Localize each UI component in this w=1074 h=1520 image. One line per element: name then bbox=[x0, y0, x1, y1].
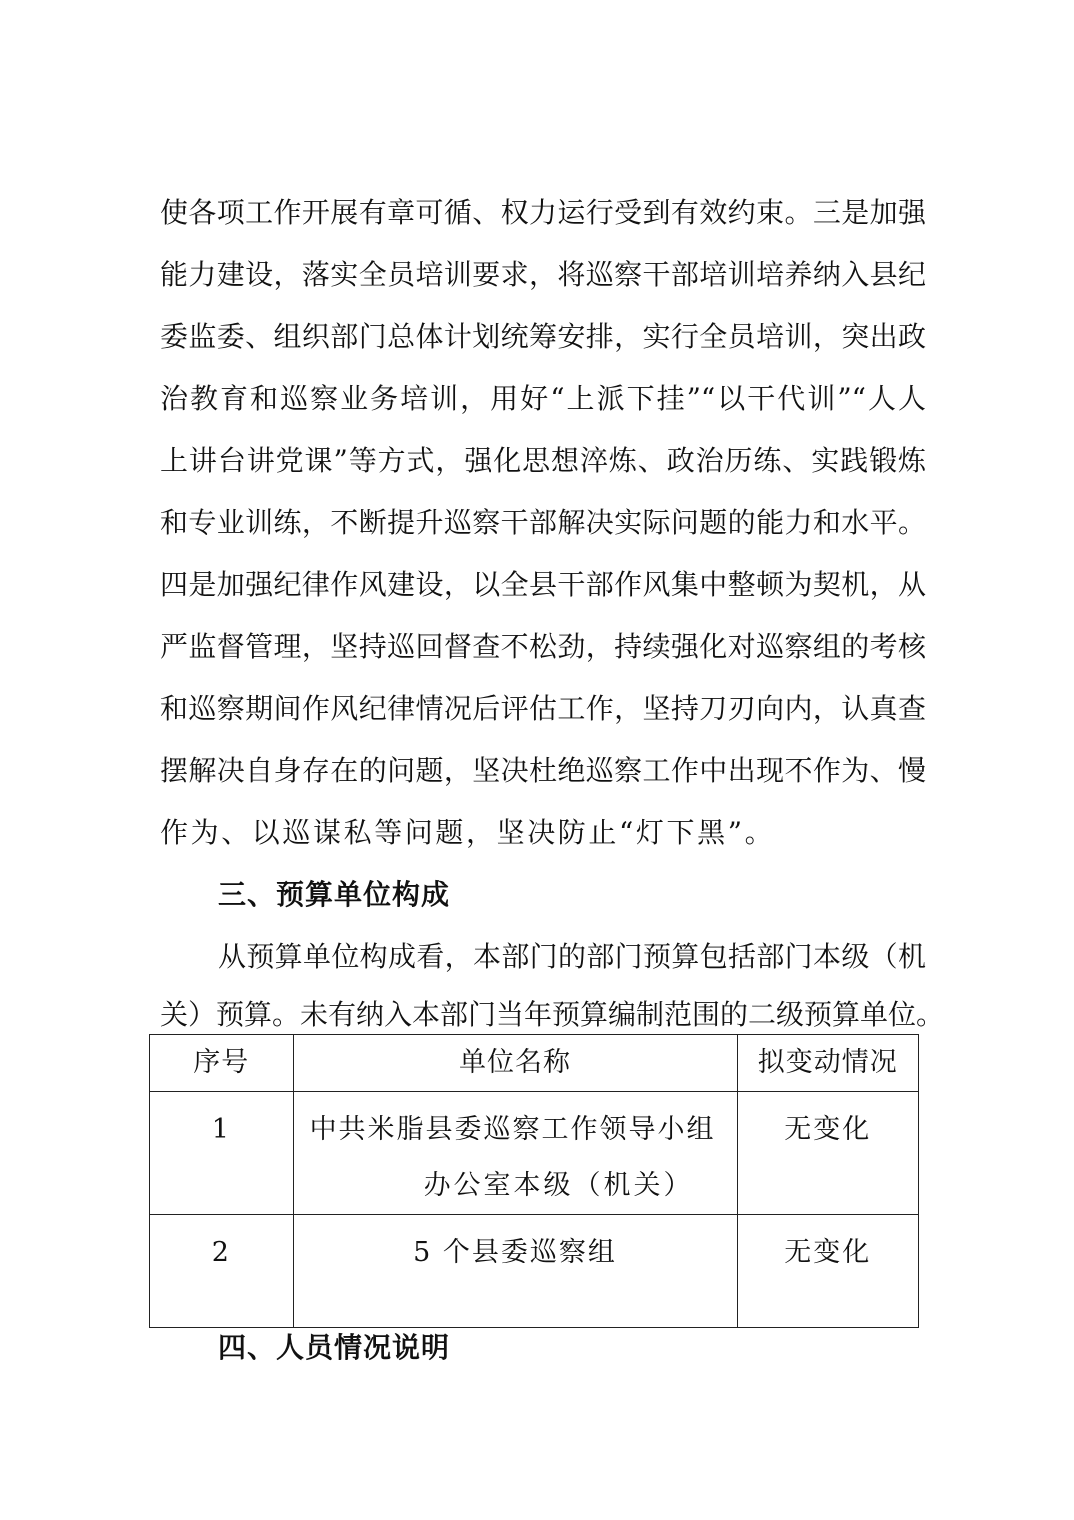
unit-name-line: 办公室本级（机关） bbox=[423, 1170, 694, 1201]
paragraph-line: 严监督管理，坚持巡回督查不松劲，持续强化对巡察组的考核 bbox=[160, 630, 926, 663]
header-change: 拟变动情况 bbox=[737, 1035, 918, 1092]
paragraph-line: 上讲台讲党课”等方式，强化思想淬炼、政治历练、实践锻炼 bbox=[160, 444, 926, 477]
cell-change bbox=[737, 1092, 918, 1215]
change-value: 无变化 bbox=[784, 1237, 872, 1268]
paragraph-line: 治教育和巡察业务培训，用好“上派下挂”“以干代训”“人人 bbox=[160, 382, 926, 415]
paragraph-line: 能力建设，落实全员培训要求，将巡察干部培训培养纳入县纪 bbox=[160, 258, 926, 291]
table-header-row bbox=[150, 1035, 919, 1092]
paragraph-line: 四是加强纪律作风建设，以全县干部作风集中整顿为契机，从 bbox=[160, 568, 926, 601]
cell-unit-name bbox=[293, 1092, 737, 1215]
unit-name-text: 5 个县委巡察组 bbox=[413, 1237, 617, 1268]
section-heading-budget-units: 三、预算单位构成 bbox=[218, 878, 451, 911]
header-unit-name: 单位名称 bbox=[293, 1035, 737, 1092]
paragraph-line: 使各项工作开展有章可循、权力运行受到有效约束。三是加强 bbox=[160, 196, 926, 229]
paragraph-line: 和巡察期间作风纪律情况后评估工作，坚持刀刃向内，认真查 bbox=[160, 692, 926, 725]
seq-value: 1 bbox=[211, 1114, 231, 1145]
seq-value: 2 bbox=[211, 1237, 231, 1268]
table-row bbox=[150, 1092, 919, 1215]
paragraph-line: 委监委、组织部门总体计划统筹安排，实行全员培训，突出政 bbox=[160, 320, 926, 353]
cell-unit-name bbox=[293, 1215, 737, 1328]
paragraph-line: 和专业训练，不断提升巡察干部解决实际问题的能力和水平。 bbox=[160, 506, 926, 539]
section-paragraph-line: 从预算单位构成看，本部门的部门预算包括部门本级（机 bbox=[218, 940, 926, 973]
cell-seq bbox=[150, 1215, 294, 1328]
section-paragraph-line: 关）预算。未有纳入本部门当年预算编制范围的二级预算单位。 bbox=[160, 998, 945, 1031]
unit-name-text bbox=[294, 1092, 737, 1214]
table-row bbox=[150, 1215, 919, 1328]
section-heading-staffing: 四、人员情况说明 bbox=[218, 1331, 451, 1364]
paragraph-line: 摆解决自身存在的问题，坚决杜绝巡察工作中出现不作为、慢 bbox=[160, 754, 926, 787]
budget-units-table bbox=[149, 1034, 919, 1328]
cell-change bbox=[737, 1215, 918, 1328]
change-value: 无变化 bbox=[784, 1114, 872, 1145]
unit-name-line: 中共米脂县委巡察工作领导小组 bbox=[309, 1114, 716, 1145]
paragraph-line: 作为、以巡谋私等问题，坚决防止“灯下黑”。 bbox=[160, 816, 776, 849]
header-seq: 序号 bbox=[150, 1035, 294, 1092]
cell-seq bbox=[150, 1092, 294, 1215]
